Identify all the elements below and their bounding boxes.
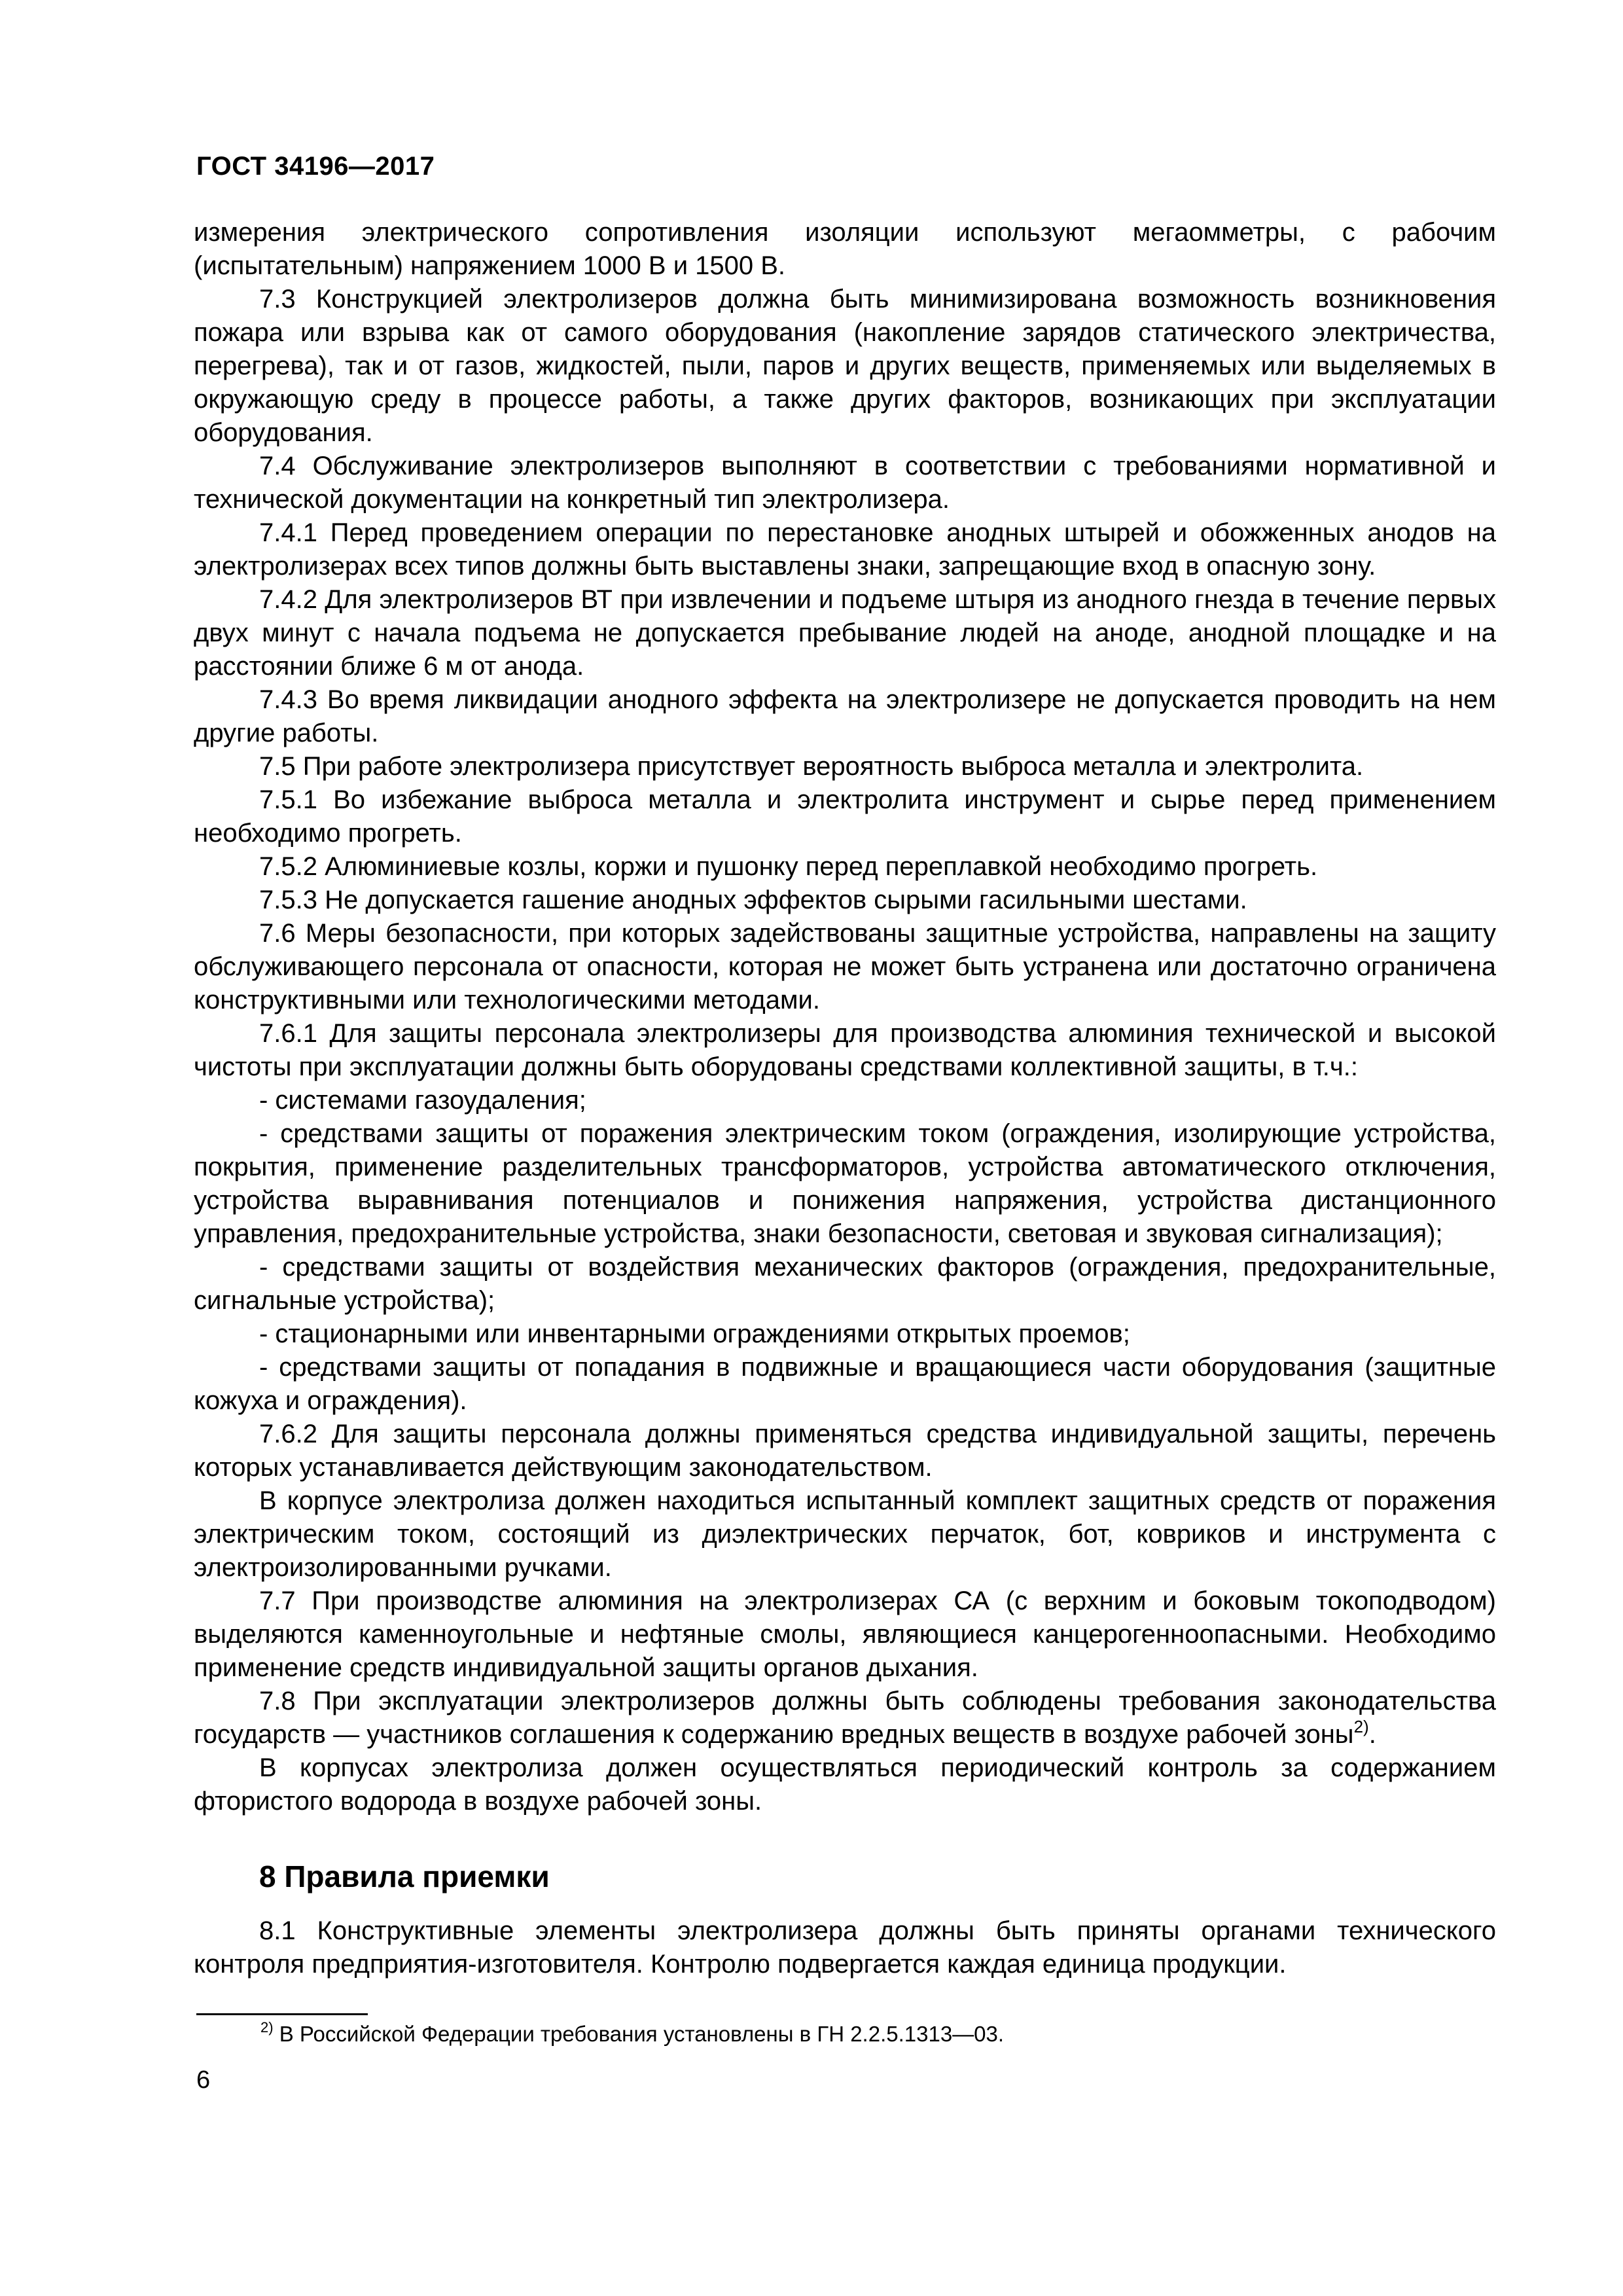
paragraph: 7.4.2 Для электролизеров ВТ при извлечении и подъеме штыря из анодного гнезда в течение первых двух минут с начала подъема не допускается пребывание людей на аноде, анодной площадке и на расстоянии ближе 6 м от анода. bbox=[194, 585, 1496, 681]
footnote-divider bbox=[196, 2013, 368, 2015]
paragraph-7-8 bbox=[194, 1685, 1496, 1751]
paragraph-list bbox=[194, 216, 1496, 1685]
paragraph: 7.5.3 Не допускается гашение анодных эффектов сырыми гасильными шестами. bbox=[259, 886, 1247, 914]
paragraph: - средствами защиты от попадания в подвижные и вращающиеся части оборудования (защитные кожуха и ограждения). bbox=[194, 1353, 1496, 1415]
paragraph: измерения электрического сопротивления изоляции используют мегаомметры, с рабочим (испытательным) напряжением 1000 В и 1500 В. bbox=[194, 218, 1496, 280]
paragraph: 7.6.2 Для защиты персонала должны применяться средства индивидуальной защиты, перечень которых устанавливается действующим законодательством. bbox=[194, 1420, 1496, 1482]
paragraph: - стационарными или инвентарными ограждениями открытых проемов; bbox=[259, 1319, 1130, 1348]
document-code-header: ГОСТ 34196—2017 bbox=[196, 152, 435, 181]
footnote-mark: 2) bbox=[260, 2019, 274, 2036]
paragraph-8-1: 8.1 Конструктивные элементы электролизера должны быть приняты органами технического контроля предприятия-изготовителя. Контролю подвергается каждая единица продукции. bbox=[194, 1916, 1496, 1979]
paragraph: 7.7 При производстве алюминия на электролизерах СА (с верхним и боковым токоподводом) выделяются каменноугольные и нефтяные смолы, являющиеся канцерогенноопасными. Необходимо применение средств индивидуальной защиты органов дыхания. bbox=[194, 1587, 1496, 1682]
footnote-reference: 2) bbox=[1353, 1716, 1369, 1736]
paragraph: 7.6 Меры безопасности, при которых задействованы защитные устройства, направлены на защиту обслуживающего персонала от опасности, которая не может быть устранена или достаточно ограничена конструктивными или технологическими методами. bbox=[194, 919, 1496, 1014]
paragraph: 7.3 Конструкцией электролизеров должна быть минимизирована возможность возникновения пожара или взрыва как от самого оборудования (накопление зарядов статического электричества, перегрева), так и от газов, жидкостей, пыли, паров и других веществ, применяемых или выделяемых в окружающую среду в процессе работы, а также других факторов, возникающих при эксплуатации оборудования. bbox=[194, 285, 1496, 447]
page-number: 6 bbox=[196, 2066, 211, 2094]
paragraph: 7.5 При работе электролизера присутствует вероятность выброса металла и электролита. bbox=[259, 752, 1364, 781]
paragraph-7-8-tail: . bbox=[1368, 1720, 1376, 1749]
body-text bbox=[194, 216, 1496, 1981]
paragraph: В корпусе электролиза должен находиться испытанный комплект защитных средств от поражения электрическим током, состоящий из диэлектрических перчаток, бот, ковриков и инструмента с электроизолированными ручками. bbox=[194, 1486, 1496, 1582]
paragraph: 7.5.1 Во избежание выброса металла и электролита инструмент и сырье перед применением необходимо прогреть. bbox=[194, 785, 1496, 848]
paragraph: - средствами защиты от поражения электрическим током (ограждения, изолирующие устройства, покрытия, применение разделительных трансформаторов, устройства автоматического отключения, устройства выравнивания потенциалов и понижения напряжения, устройства дистанционного управления, предохранительные устройства, знаки безопасности, световая и звуковая сигнализация); bbox=[194, 1119, 1496, 1248]
paragraph: 7.5.2 Алюминиевые козлы, коржи и пушонку перед переплавкой необходимо прогреть. bbox=[259, 852, 1318, 881]
paragraph: - средствами защиты от воздействия механических факторов (ограждения, предохранительные, сигнальные устройства); bbox=[194, 1253, 1496, 1315]
paragraph-7-8-continued: В корпусах электролиза должен осуществляться периодический контроль за содержанием фтористого водорода в воздухе рабочей зоны. bbox=[194, 1753, 1496, 1816]
paragraph: 7.4.3 Во время ликвидации анодного эффекта на электролизере не допускается проводить на нем другие работы. bbox=[194, 685, 1496, 747]
paragraph: - системами газоудаления; bbox=[259, 1086, 586, 1115]
footnote-text: В Российской Федерации требования установлены в ГН 2.2.5.1313—03. bbox=[273, 2022, 1005, 2046]
paragraph: 7.4 Обслуживание электролизеров выполняют в соответствии с требованиями нормативной и технической документации на конкретный тип электролизера. bbox=[194, 452, 1496, 514]
paragraph: 7.6.1 Для защиты персонала электролизеры для производства алюминия технической и высокой чистоты при эксплуатации должны быть оборудованы средствами коллективной защиты, в т.ч.: bbox=[194, 1019, 1496, 1081]
footnote bbox=[260, 2020, 1004, 2049]
section-8-heading: 8 Правила приемки bbox=[259, 1859, 550, 1893]
paragraph: 7.4.1 Перед проведением операции по перестановке анодных штырей и обожженных анодов на электролизерах всех типов должны быть выставлены знаки, запрещающие вход в опасную зону. bbox=[194, 518, 1496, 581]
paragraph-7-8-text: 7.8 При эксплуатации электролизеров должны быть соблюдены требования законодательства государств — участников соглашения к содержанию вредных веществ в воздухе рабочей зоны bbox=[194, 1687, 1496, 1749]
